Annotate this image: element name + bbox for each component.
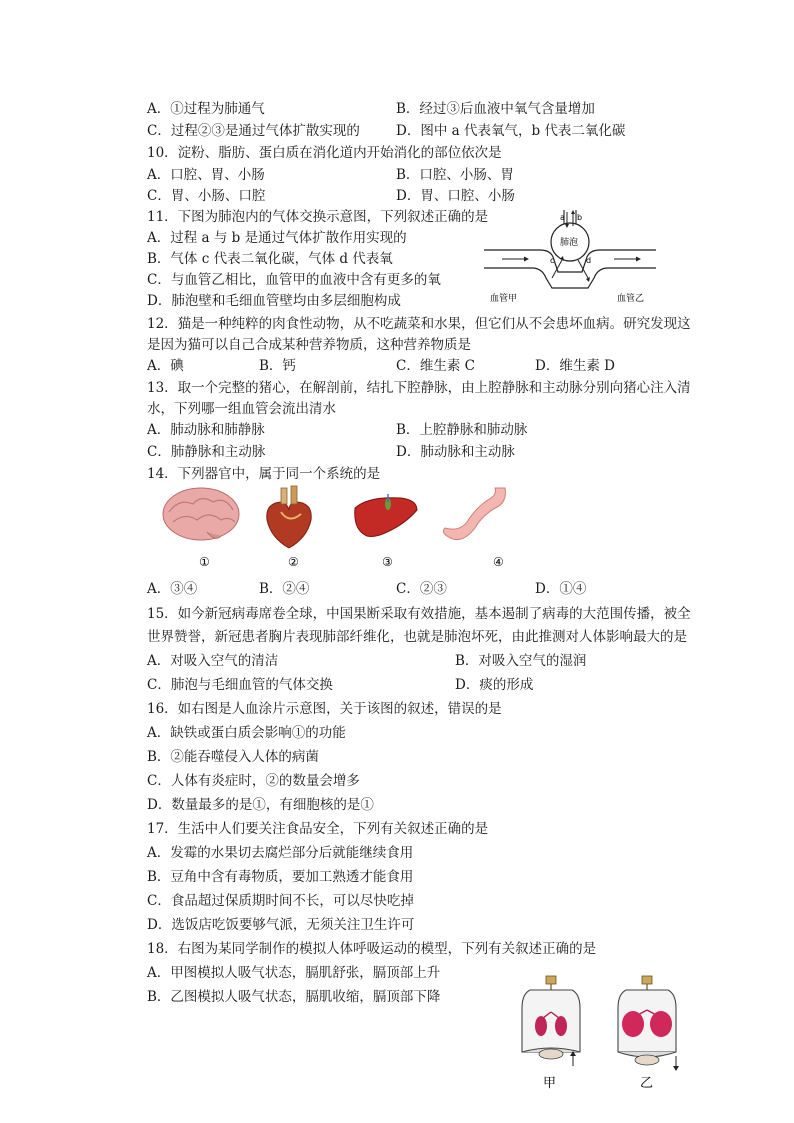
alveolus-label: 肺泡 [560, 238, 579, 248]
q10-option-d: D．胃、口腔、小肠 [396, 188, 515, 204]
q11-option-d: D．肺泡壁和毛细血管壁均由多层细胞构成 [147, 293, 401, 309]
brain-icon [163, 488, 239, 540]
q10-stem: 10．淀粉、脂肪、蛋白质在消化道内开始消化的部位依次是 [147, 145, 502, 161]
q12-stem-line1: 12．猫是一种纯粹的肉食性动物，从不吃蔬菜和水果，但它们从不会患坏血病。研究发现这 [147, 316, 691, 332]
vessel-yi-label: 血管乙 [617, 294, 645, 304]
label-a: a [560, 213, 565, 222]
q11-option-a: A．过程 a 与 b 是通过气体扩散作用实现的 [147, 230, 407, 246]
jar-label-jia: 甲 [543, 1076, 557, 1091]
q17-option-b: B．豆角中含有毒物质，要加工熟透才能食用 [147, 869, 414, 885]
q15-stem-line1: 15．如今新冠病毒席卷全球，中国果断采取有效措施，基本遏制了病毒的大范围传播，被全 [147, 606, 691, 622]
q18-option-a: A．甲图模拟人吸气状态，膈肌舒张，膈顶部上升 [147, 965, 441, 981]
q18-stem: 18．右图为某同学制作的模拟人体呼吸运动的模型，下列有关叙述正确的是 [147, 941, 597, 957]
q12-option-b: B．钙 [259, 358, 296, 374]
q11-option-b: B．气体 c 代表二氧化碳，气体 d 代表氧 [147, 251, 393, 267]
q15-option-a: A．对吸入空气的清洁 [147, 653, 279, 669]
q14-option-b: B．②④ [259, 581, 310, 597]
q18-option-b: B．乙图模拟人吸气状态，膈肌收缩，膈顶部下降 [147, 989, 441, 1005]
q15-stem-line2: 世界赞誉，新冠患者胸片表现肺部纤维化，也就是肺泡坏死，由此推测对人体影响最大的是 [147, 629, 687, 645]
bell-jar-jia [522, 976, 580, 1066]
organ-label-1: ① [199, 555, 210, 569]
breathing-model-figure [512, 974, 702, 1094]
q13-option-c: C．肺静脉和主动脉 [147, 444, 266, 460]
stomach-icon [443, 488, 505, 540]
q16-option-b: B．②能吞噬侵入人体的病菌 [147, 749, 319, 765]
liver-icon [355, 494, 417, 537]
q17-option-d: D．选饭店吃饭要够气派，无须关注卫生许可 [147, 917, 415, 933]
jar-label-yi: 乙 [640, 1076, 654, 1091]
bell-jar-yi [618, 976, 679, 1071]
label-d: d [586, 256, 592, 265]
q17-option-a: A．发霉的水果切去腐烂部分后就能继续食用 [147, 845, 414, 861]
q10-option-c: C．胃、小肠、口腔 [147, 188, 266, 204]
organ-label-4: ④ [493, 555, 504, 569]
q16-stem: 16．如右图是人血涂片示意图，关于该图的叙述，错误的是 [147, 701, 502, 717]
q16-option-d: D．数量最多的是①，有细胞核的是① [147, 797, 374, 813]
q15-option-c: C．肺泡与毛细血管的气体交换 [147, 677, 333, 693]
vessel-jia-label: 血管甲 [490, 294, 518, 304]
organs-figure [155, 484, 545, 574]
q13-stem-line2: 水，下列哪一组血管会流出清水 [147, 401, 336, 417]
q14-stem: 14．下列器官中，属于同一个系统的是 [147, 466, 381, 482]
q15-option-b: B．对吸入空气的湿润 [455, 653, 587, 669]
q12-option-c: C．维生素 C [396, 358, 475, 374]
q12-option-a: A．碘 [147, 358, 184, 374]
q9-option-d: D．图中 a 代表氧气，b 代表二氧化碳 [396, 123, 626, 139]
organ-label-3: ③ [382, 555, 393, 569]
q17-stem: 17．生活中人们要关注食品安全，下列有关叙述正确的是 [147, 821, 489, 837]
organ-label-2: ② [288, 555, 299, 569]
q13-option-d: D．肺动脉和主动脉 [396, 444, 515, 460]
q15-option-d: D．痰的形成 [455, 677, 534, 693]
heart-icon [267, 486, 311, 548]
q11-stem: 11．下图为肺泡内的气体交换示意图，下列叙述正确的是 [147, 209, 489, 225]
q9-option-b: B．经过③后血液中氧气含量增加 [396, 101, 595, 117]
q14-option-c: C．②③ [396, 581, 447, 597]
q17-option-c: C．食品超过保质期时间不长，可以尽快吃掉 [147, 893, 414, 909]
q16-option-a: A．缺铁或蛋白质会影响①的功能 [147, 725, 346, 741]
q10-option-b: B．口腔、小肠、胃 [396, 167, 514, 183]
q13-stem-line1: 13．取一个完整的猪心，在解剖前，结扎下腔静脉，由上腔静脉和主动脉分别向猪心注入清 [147, 380, 691, 396]
q12-option-d: D．维生素 D [535, 358, 615, 374]
q13-option-b: B．上腔静脉和肺动脉 [396, 422, 528, 438]
label-c: c [550, 256, 555, 265]
q10-option-a: A．口腔、胃、小肠 [147, 167, 265, 183]
q14-option-a: A．③④ [147, 581, 198, 597]
q11-option-c: C．与血管乙相比，血管甲的血液中含有更多的氧 [147, 272, 441, 288]
label-b: b [577, 213, 583, 222]
q9-option-a: A．①过程为肺通气 [147, 101, 265, 117]
q16-option-c: C．人体有炎症时，②的数量会增多 [147, 773, 360, 789]
alveolus-gas-exchange-figure [480, 208, 660, 308]
q14-option-d: D．①④ [535, 581, 587, 597]
q12-stem-line2: 是因为猫可以自己合成某种营养物质，这种营养物质是 [147, 337, 471, 353]
q9-option-c: C．过程②③是通过气体扩散实现的 [147, 123, 360, 139]
q13-option-a: A．肺动脉和肺静脉 [147, 422, 265, 438]
